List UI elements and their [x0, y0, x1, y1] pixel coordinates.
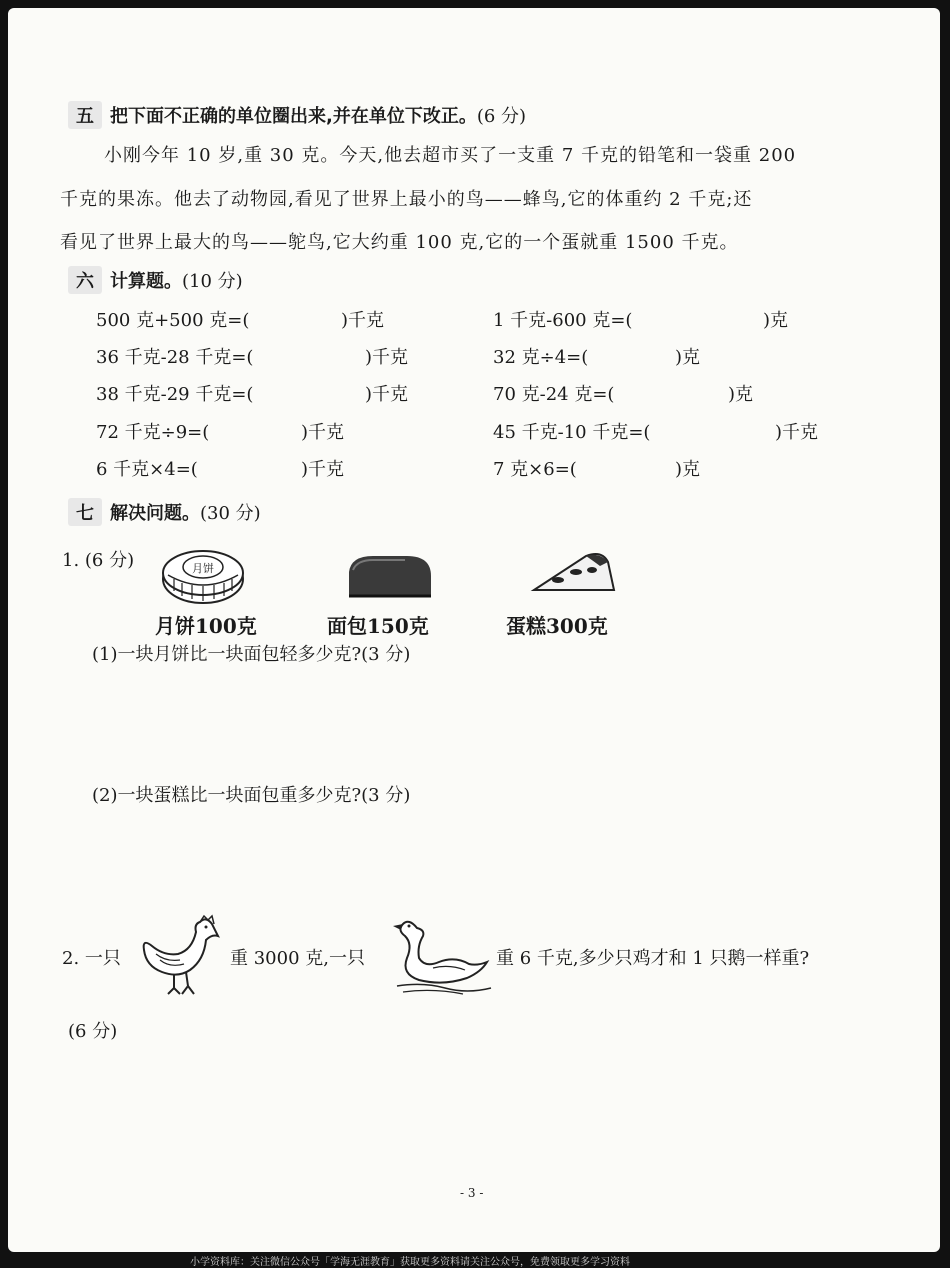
- section-6-score: (10 分): [182, 271, 243, 292]
- calc-item: [493, 306, 632, 332]
- section-6-title: 计算题。: [110, 271, 182, 292]
- section-7-heading: [68, 498, 261, 526]
- section-7-number: 七: [68, 498, 102, 526]
- section-5-title: 把下面不正确的单位圈出来,并在单位下改正。: [110, 106, 477, 127]
- calc-unit: )千克: [365, 384, 409, 405]
- section-7-title: 解决问题。: [110, 503, 200, 524]
- calc-unit: )千克: [365, 347, 409, 368]
- bread-icon: [343, 550, 435, 602]
- calc-item: [96, 380, 253, 406]
- cake-icon: [530, 546, 620, 598]
- calc-expression: 36 千克-28 千克=(: [96, 347, 254, 368]
- section-5-line-1: 小刚今年 10 岁,重 30 克。今天,他去超市买了一支重 7 千克的铅笔和一袋重 200: [104, 145, 797, 166]
- calc-expression: 72 千克÷9=(: [96, 422, 210, 443]
- calc-expression: 45 千克-10 千克=(: [493, 422, 651, 443]
- question-1-label: 1. (6 分): [62, 550, 135, 571]
- calc-item: [96, 343, 253, 369]
- calc-item: [96, 306, 249, 332]
- section-6-number: 六: [68, 266, 102, 294]
- calc-item: [96, 418, 209, 444]
- calc-unit: )克: [675, 347, 701, 368]
- goose-icon: [383, 914, 495, 998]
- mooncake-text: 月饼: [192, 562, 214, 575]
- section-6-heading: [68, 266, 243, 294]
- calc-expression: 70 克-24 克=(: [493, 384, 615, 405]
- section-5-number: 五: [68, 101, 102, 129]
- calc-unit: )克: [763, 310, 789, 331]
- page-number: - 3 -: [460, 1186, 484, 1200]
- calc-expression: 38 千克-29 千克=(: [96, 384, 254, 405]
- section-7-score: (30 分): [200, 503, 261, 524]
- calc-expression: 7 克×6=(: [493, 459, 577, 480]
- calc-item: [96, 455, 198, 481]
- section-5-heading: [68, 101, 526, 129]
- calc-item: [493, 343, 588, 369]
- calc-item: [493, 380, 614, 406]
- calc-unit: )千克: [301, 422, 345, 443]
- question-2-prefix: 2. 一只: [62, 948, 121, 969]
- section-5-line-2: 千克的果冻。他去了动物园,看见了世界上最小的鸟——蜂鸟,它的体重约 2 千克;还: [60, 189, 753, 210]
- calc-expression: 1 千克-600 克=(: [493, 310, 633, 331]
- cake-weight-label: 蛋糕300克: [506, 614, 608, 638]
- calc-unit: )千克: [341, 310, 385, 331]
- calc-unit: )千克: [775, 422, 819, 443]
- question-1-sub-1: (1)一块月饼比一块面包轻多少克?(3 分): [92, 644, 411, 665]
- worksheet-page: [8, 8, 940, 1252]
- footer-watermark: 小学资料库：关注微信公众号「学海无涯教育」获取更多资料请关注公众号，免费领取更多学习资料: [190, 1257, 630, 1268]
- calc-expression: 500 克+500 克=(: [96, 310, 250, 331]
- calc-item: [493, 455, 577, 481]
- calc-unit: )克: [675, 459, 701, 480]
- question-2-suffix: 重 6 千克,多少只鸡才和 1 只鹅一样重?: [496, 948, 810, 969]
- bread-weight-label: 面包150克: [327, 614, 429, 638]
- question-2-middle: 重 3000 克,一只: [230, 948, 365, 969]
- question-1-sub-2: (2)一块蛋糕比一块面包重多少克?(3 分): [92, 785, 411, 806]
- chicken-icon: [134, 910, 224, 996]
- mooncake-weight-label: 月饼100克: [155, 614, 257, 638]
- section-5-score: (6 分): [476, 106, 527, 127]
- mooncake-icon: [160, 543, 246, 605]
- calc-expression: 32 克÷4=(: [493, 347, 589, 368]
- calc-unit: )千克: [301, 459, 345, 480]
- calc-unit: )克: [728, 384, 754, 405]
- question-2-score: (6 分): [68, 1021, 118, 1042]
- calc-item: [493, 418, 650, 444]
- calc-expression: 6 千克×4=(: [96, 459, 198, 480]
- section-5-line-3: 看见了世界上最大的鸟——鸵鸟,它大约重 100 克,它的一个蛋就重 1500 千克。: [60, 232, 739, 253]
